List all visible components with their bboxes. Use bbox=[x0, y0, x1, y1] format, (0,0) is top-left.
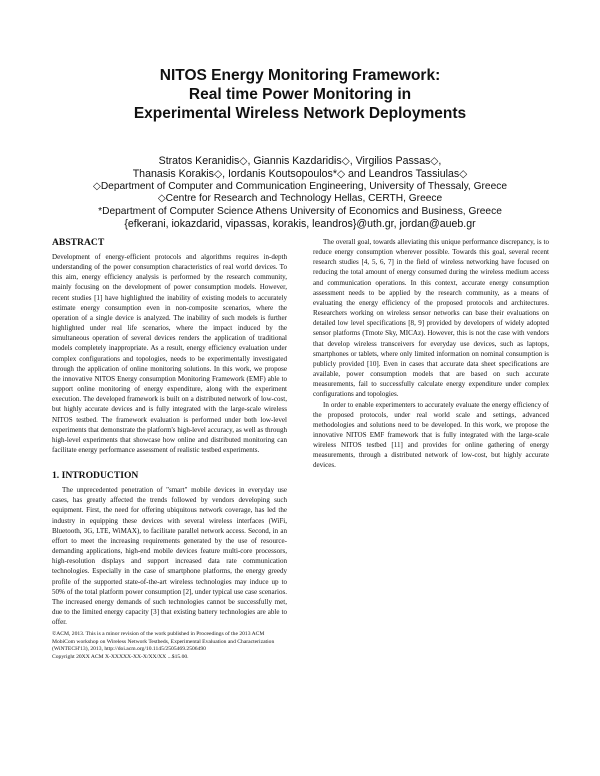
footnote-text: ©ACM, 2013. This is a minor revision of the work published in Proceedings of the 2013 ACM MobiCom workshop on Wireless Network Testbeds, Experimental Evaluation and Characterization (WiNTECH'13), 2013, http://doi.acm.org/10.1145/2505469.2506490 bbox=[52, 631, 275, 653]
title-line-3: Experimental Wireless Network Deployments bbox=[133, 105, 467, 122]
affiliation-1: ◇Department of Computer and Communication Engineering, University of Thessaly, Greece bbox=[92, 181, 507, 192]
abstract-text: Development of energy-efficient protocols and algorithms requires in-depth understanding of the power consumption characteristics of real world devices. To this aim, energy efficiency analysis is performed by the research community, mainly focusing on the development of power consumption models. However, recent studies [1] have highlighted the inability of existing models to accurately estimate energy consumption even in non-composite scenarios, where the operation of a single device is analyzed. The inability of such models is further highlighted under real life scenarios, where the impact induced by the simultaneous operation of several devices renders the application of traditional models completely inappropriate. As a result, energy efficiency evaluation under complex configurations and topologies, needs to be experimentally investigated through the application of online monitoring solutions. In this work, we propose the innovative NITOS Energy consumption Monitoring Framework (EMF) able to support online monitoring of energy expenditure, along with the experiment execution. The developed framework is built on a distributed network of low-cost, but highly accurate devices and is fully integrated with the large-scale wireless NITOS testbed. The framework evaluation is performed under both low-level experiments that demonstrate the platform's high-level accuracy, as well as through high-level experiments that showcase how online and distributed monitoring can facilitate energy performance assessment of realistic testbed experiments. bbox=[52, 253, 287, 454]
intro-paragraph-3: In order to enable experimenters to accurately evaluate the energy efficiency of the proposed protocols, under real world scale and settings, advanced methodologies and solutions need to be developed. In this work, we propose the innovative NITOS EMF framework that is fully integrated with the large-scale wireless NITOS testbed [11] and provides for online gathering of energy measurements, through a distributed network of low-cost, but highly accurate devices. bbox=[313, 400, 549, 470]
paper-title bbox=[0, 66, 600, 123]
author-names-line-2: Thanasis Korakis◇, Iordanis Koutsopoulos*◇ and Leandros Tassiulas◇ bbox=[132, 168, 468, 180]
title-line-1: NITOS Energy Monitoring Framework: bbox=[159, 67, 441, 84]
author-emails: {efkerani, iokazdarid, vipassas, korakis, leandros}@uth.gr, jordan@aueb.gr bbox=[124, 217, 476, 230]
author-names-line-1: Stratos Keranidis◇, Giannis Kazdaridis◇, Virgilios Passas◇, bbox=[158, 155, 442, 167]
intro-paragraph-2: The overall goal, towards alleviating this unique performance discrepancy, is to reduce energy consumption wherever possible. Towards this goal, several recent research studies [4, 5, 6, 7] in the field of wireless networking have focused on reducing the total amount of energy consumed during the wireless medium access and communication operations. In this context, accurate energy consumption assessment needs to be applied by the research community, as a means of evaluating the energy efficiency of the proposed protocols and architectures. Researchers working on wireless sensor networks can base their evaluations on detailed low level specifications [8, 9] provided by developers of widely adopted sensor platforms (Tmote Sky, MICAz). However, this is not the case with vendors that develop wireless transceivers for everyday use devices, such as laptops, smartphones or tablets, where only limited information on nominal consumption is publicly provided [10]. Even in cases that accurate data sheet specifications are available, power consumption models that are based on such accurate measurements, fail to successfully calculate energy expenditure under complex configurations and topologies. bbox=[313, 238, 549, 399]
affiliation-2: ◇Centre for Research and Technology Hellas, CERTH, Greece bbox=[157, 193, 443, 205]
affiliation-3: *Department of Computer Science Athens University of Economics and Business, Greece bbox=[98, 205, 502, 217]
title-line-2: Real time Power Monitoring in bbox=[188, 86, 412, 103]
footnote-copyright: Copyright 20XX ACM X-XXXXX-XX-X/XX/XX ...$15.00. bbox=[52, 653, 189, 660]
abstract-heading: ABSTRACT bbox=[52, 237, 105, 248]
intro-paragraph-1: The unprecedented penetration of "smart" mobile devices in everyday use cases, has greatly affected the trends followed by vendors developing such equipment. First, the need for offering ubiquitous network coverage, has led the industry in equipping these devices with several wireless interfaces (WiFi, Bluetooth, 3G, LTE, WiMAX), to facilitate parallel network access. Second, in an effort to meet the increasing requirements generated by the use of resource-demanding applications, high-end mobile devices feature multi-core processors, high-resolution displays and support increased data rate communication technologies. Especially in the case of smartphone platforms, the energy greedy profile of the supported state-of-the-art wireless technologies may induce up to 50% of the total platform power consumption [2], under typical use case scenarios. The increased energy demands of such technologies cannot be successfully met, due to the limited energy capacity [3] that existing battery technologies are able to offer. bbox=[52, 486, 287, 627]
introduction-heading: 1. INTRODUCTION bbox=[52, 470, 139, 482]
copyright-footnote bbox=[52, 631, 287, 661]
author-block bbox=[0, 155, 600, 231]
left-column bbox=[52, 237, 287, 627]
right-column bbox=[313, 237, 549, 471]
